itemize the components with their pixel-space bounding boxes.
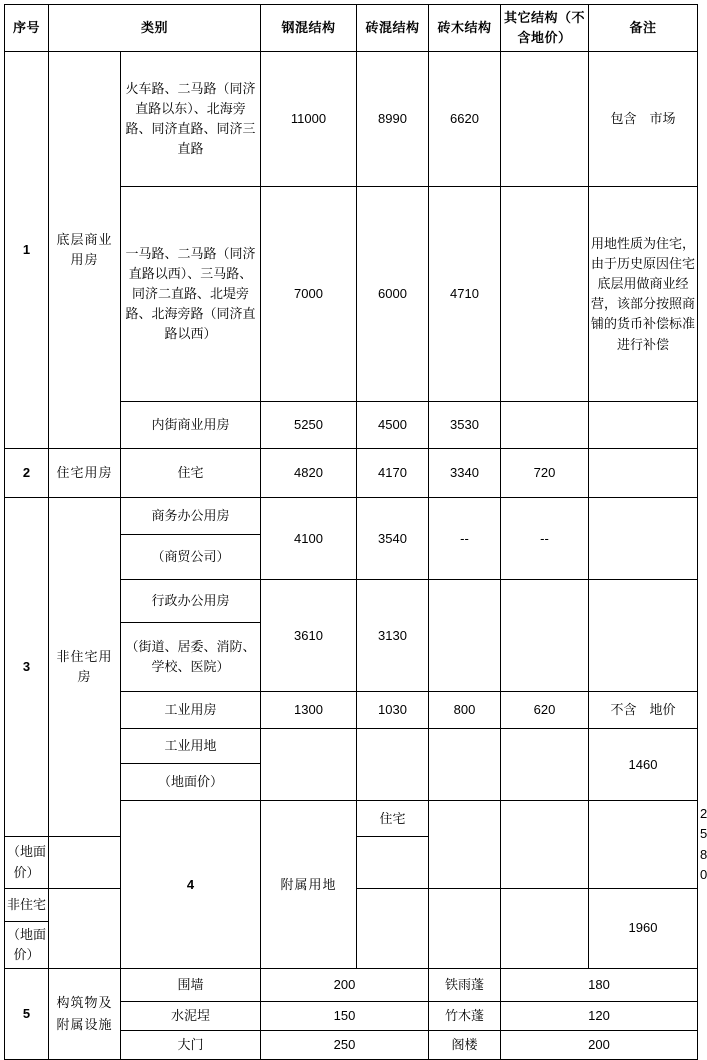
subitem-label: 商务办公用房	[121, 498, 261, 535]
table-row	[5, 498, 698, 535]
value-zhuanmu: 4710	[429, 187, 501, 402]
structure-value-b: 120	[501, 1002, 698, 1031]
subitem-label-2: （地面价）	[121, 764, 261, 801]
header-zhuanmu: 砖木结构	[429, 5, 501, 52]
table-row	[5, 969, 698, 1002]
value-zhuanhun: 6000	[357, 187, 429, 402]
value-zhuanhun: 4500	[357, 402, 429, 449]
value-note: 包含 市场	[589, 52, 698, 187]
row-category-3: 非住宅用房	[49, 498, 121, 837]
value-note: 用地性质为住宅，由于历史原因住宅底层用做商业经营，该部分按照商铺的货币补偿标准进行补偿	[589, 187, 698, 402]
value-gangun	[261, 729, 357, 801]
value-note: 1960	[589, 888, 698, 968]
row-category-1: 底层商业用房	[49, 52, 121, 449]
value-gangun: 3610	[261, 580, 357, 692]
value-zhuanhun: 1030	[357, 692, 429, 729]
value-gangun: 7000	[261, 187, 357, 402]
value-zhuanmu	[429, 580, 501, 692]
row-index-2: 2	[5, 449, 49, 498]
subitem-label: 火车路、二马路（同济直路以东）、北海旁路、同济直路、同济三直路	[121, 52, 261, 187]
header-index: 序号	[5, 5, 49, 52]
subitem-label: 行政办公用房	[121, 580, 261, 623]
value-qita: --	[501, 498, 589, 580]
value-zhuanhun: 3540	[357, 498, 429, 580]
row-index-1: 1	[5, 52, 49, 449]
value-gangun: 4820	[261, 449, 357, 498]
subitem-label: 非住宅	[5, 888, 49, 921]
subitem-label: 工业用地	[121, 729, 261, 764]
subitem-label: 住宅	[357, 801, 429, 837]
value-zhuanmu: --	[429, 498, 501, 580]
structure-value-b: 200	[501, 1031, 698, 1060]
subitem-label-2: （地面价）	[5, 837, 49, 889]
subitem-label: 一马路、二马路（同济直路以西）、三马路、同济二直路、北堤旁路、北海旁路（同济直路以西）	[121, 187, 261, 402]
structure-value-a: 250	[261, 1031, 429, 1060]
value-qita: 720	[501, 449, 589, 498]
table-row: 4 附属用地 住宅 2580	[5, 801, 698, 837]
value-gangun: 11000	[261, 52, 357, 187]
value-qita	[501, 52, 589, 187]
header-zhuanhun: 砖混结构	[357, 5, 429, 52]
structure-name-a: 水泥埕	[121, 1002, 261, 1031]
structure-name-b: 铁雨蓬	[429, 969, 501, 1002]
value-gangun: 4100	[261, 498, 357, 580]
value-note: 1460	[589, 729, 698, 801]
header-qita: 其它结构（不含地价）	[501, 5, 589, 52]
structure-value-b: 180	[501, 969, 698, 1002]
value-note	[589, 498, 698, 580]
subitem-label: 住宅	[121, 449, 261, 498]
subitem-label-2: （商贸公司）	[121, 535, 261, 580]
structure-name-b: 阁楼	[429, 1031, 501, 1060]
value-qita: 620	[501, 692, 589, 729]
subitem-label: 内街商业用房	[121, 402, 261, 449]
header-category: 类别	[49, 5, 261, 52]
value-zhuanmu: 3530	[429, 402, 501, 449]
value-note	[589, 449, 698, 498]
value-qita	[501, 580, 589, 692]
value-qita	[501, 402, 589, 449]
structure-name-a: 围墙	[121, 969, 261, 1002]
row-category-2: 住宅用房	[49, 449, 121, 498]
value-zhuanmu	[589, 801, 698, 889]
document-page	[0, 4, 707, 1053]
value-note	[589, 580, 698, 692]
compensation-standards-table	[4, 4, 707, 1060]
value-zhuanmu	[429, 729, 501, 801]
value-zhuanhun: 4170	[357, 449, 429, 498]
table-row	[5, 449, 698, 498]
table-header-row	[5, 5, 698, 52]
value-zhuanhun: 3130	[357, 580, 429, 692]
value-gangun: 5250	[261, 402, 357, 449]
value-gangun	[429, 801, 501, 889]
subitem-label: 工业用房	[121, 692, 261, 729]
value-zhuanhun	[501, 801, 589, 889]
value-gangun	[49, 888, 121, 968]
structure-value-a: 200	[261, 969, 429, 1002]
header-gangun: 钢混结构	[261, 5, 357, 52]
structure-name-b: 竹木蓬	[429, 1002, 501, 1031]
subitem-label-2: （地面价）	[5, 921, 49, 968]
value-qita	[501, 729, 589, 801]
value-note: 不含 地价	[589, 692, 698, 729]
value-gangun: 1300	[261, 692, 357, 729]
row-category-5: 构筑物及附属设施	[49, 969, 121, 1060]
value-zhuanhun	[357, 729, 429, 801]
structure-name-a: 大门	[121, 1031, 261, 1060]
value-zhuanhun: 8990	[357, 52, 429, 187]
row-category-4: 附属用地	[261, 801, 357, 969]
value-qita	[501, 187, 589, 402]
table-row	[5, 52, 698, 187]
header-note: 备注	[589, 5, 698, 52]
value-zhuanmu: 6620	[429, 52, 501, 187]
row-index-3: 3	[5, 498, 49, 837]
subitem-label-2: （街道、居委、消防、学校、医院）	[121, 623, 261, 692]
value-zhuanhun	[357, 888, 429, 968]
value-qita	[501, 888, 589, 968]
row-index-4: 4	[121, 801, 261, 969]
value-zhuanmu	[429, 888, 501, 968]
value-note	[589, 402, 698, 449]
value-zhuanmu: 3340	[429, 449, 501, 498]
structure-value-a: 150	[261, 1002, 429, 1031]
row-index-5: 5	[5, 969, 49, 1060]
value-zhuanmu: 800	[429, 692, 501, 729]
